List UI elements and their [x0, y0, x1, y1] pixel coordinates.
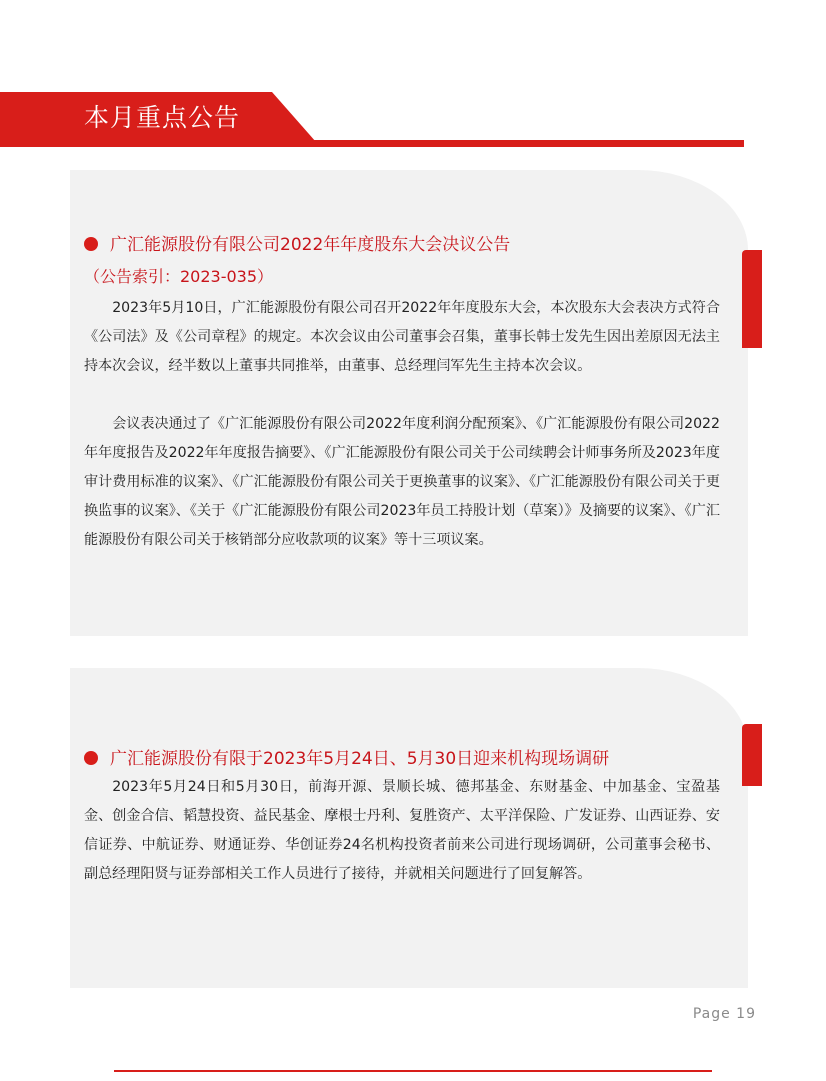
notice-1-paragraph-2: 会议表决通过了《广汇能源股份有限公司2022年度利润分配预案》、《广汇能源股份有限公司2022年年度报告及2022年年度报告摘要》、《广汇能源股份有限公司关于公司续聘会计师事务所及2023年度审计费用标准的议案》、《广汇能源股份有限公司关于更换董事的议案》、《广汇能源股份有限公司关于更换监事的议案》、《关于《广汇能源股份有限公司2023年员工持股计划（草案）》及摘要的议案》、《广汇能源股份有限公司关于核销部分应收款项的议案》等十三项议案。	[84, 416, 720, 548]
header-divider	[0, 140, 744, 147]
notice-2-heading	[84, 747, 609, 771]
section-title: 本月重点公告	[84, 103, 241, 132]
notice-1-paragraph-1: 2023年5月10日，广汇能源股份有限公司召开2022年年度股东大会，本次股东大会表决方式符合《公司法》及《公司章程》的规定。本次会议由公司董事会召集，董事长韩士发先生因出差原因无法主持本次会议，经半数以上董事共同推举，由董事、总经理闫军先生主持本次会议。	[84, 300, 720, 374]
bullet-dot-icon	[84, 751, 98, 765]
bullet-dot-icon	[84, 237, 98, 251]
notice-1-title: 广汇能源股份有限公司2022年年度股东大会决议公告	[110, 235, 511, 255]
notice-1-index: （公告索引：2023-035）	[84, 267, 274, 286]
notice-1-heading	[84, 233, 510, 257]
notice-2-title: 广汇能源股份有限于2023年5月24日、5月30日迎来机构现场调研	[110, 749, 610, 769]
footer-divider	[114, 1070, 712, 1072]
side-tab-marker	[742, 724, 762, 786]
page-number: Page 19	[692, 1006, 756, 1022]
side-tab-marker	[742, 250, 762, 348]
notice-2-paragraph-1: 2023年5月24日和5月30日，前海开源、景顺长城、德邦基金、东财基金、中加基金、宝盈基金、创金合信、韬慧投资、益民基金、摩根士丹利、复胜资产、太平洋保险、广发证券、山西证券、安信证券、中航证券、财通证券、华创证券24名机构投资者前来公司进行现场调研，公司董事会秘书、副总经理阳贤与证券部相关工作人员进行了接待，并就相关问题进行了回复解答。	[84, 779, 720, 882]
